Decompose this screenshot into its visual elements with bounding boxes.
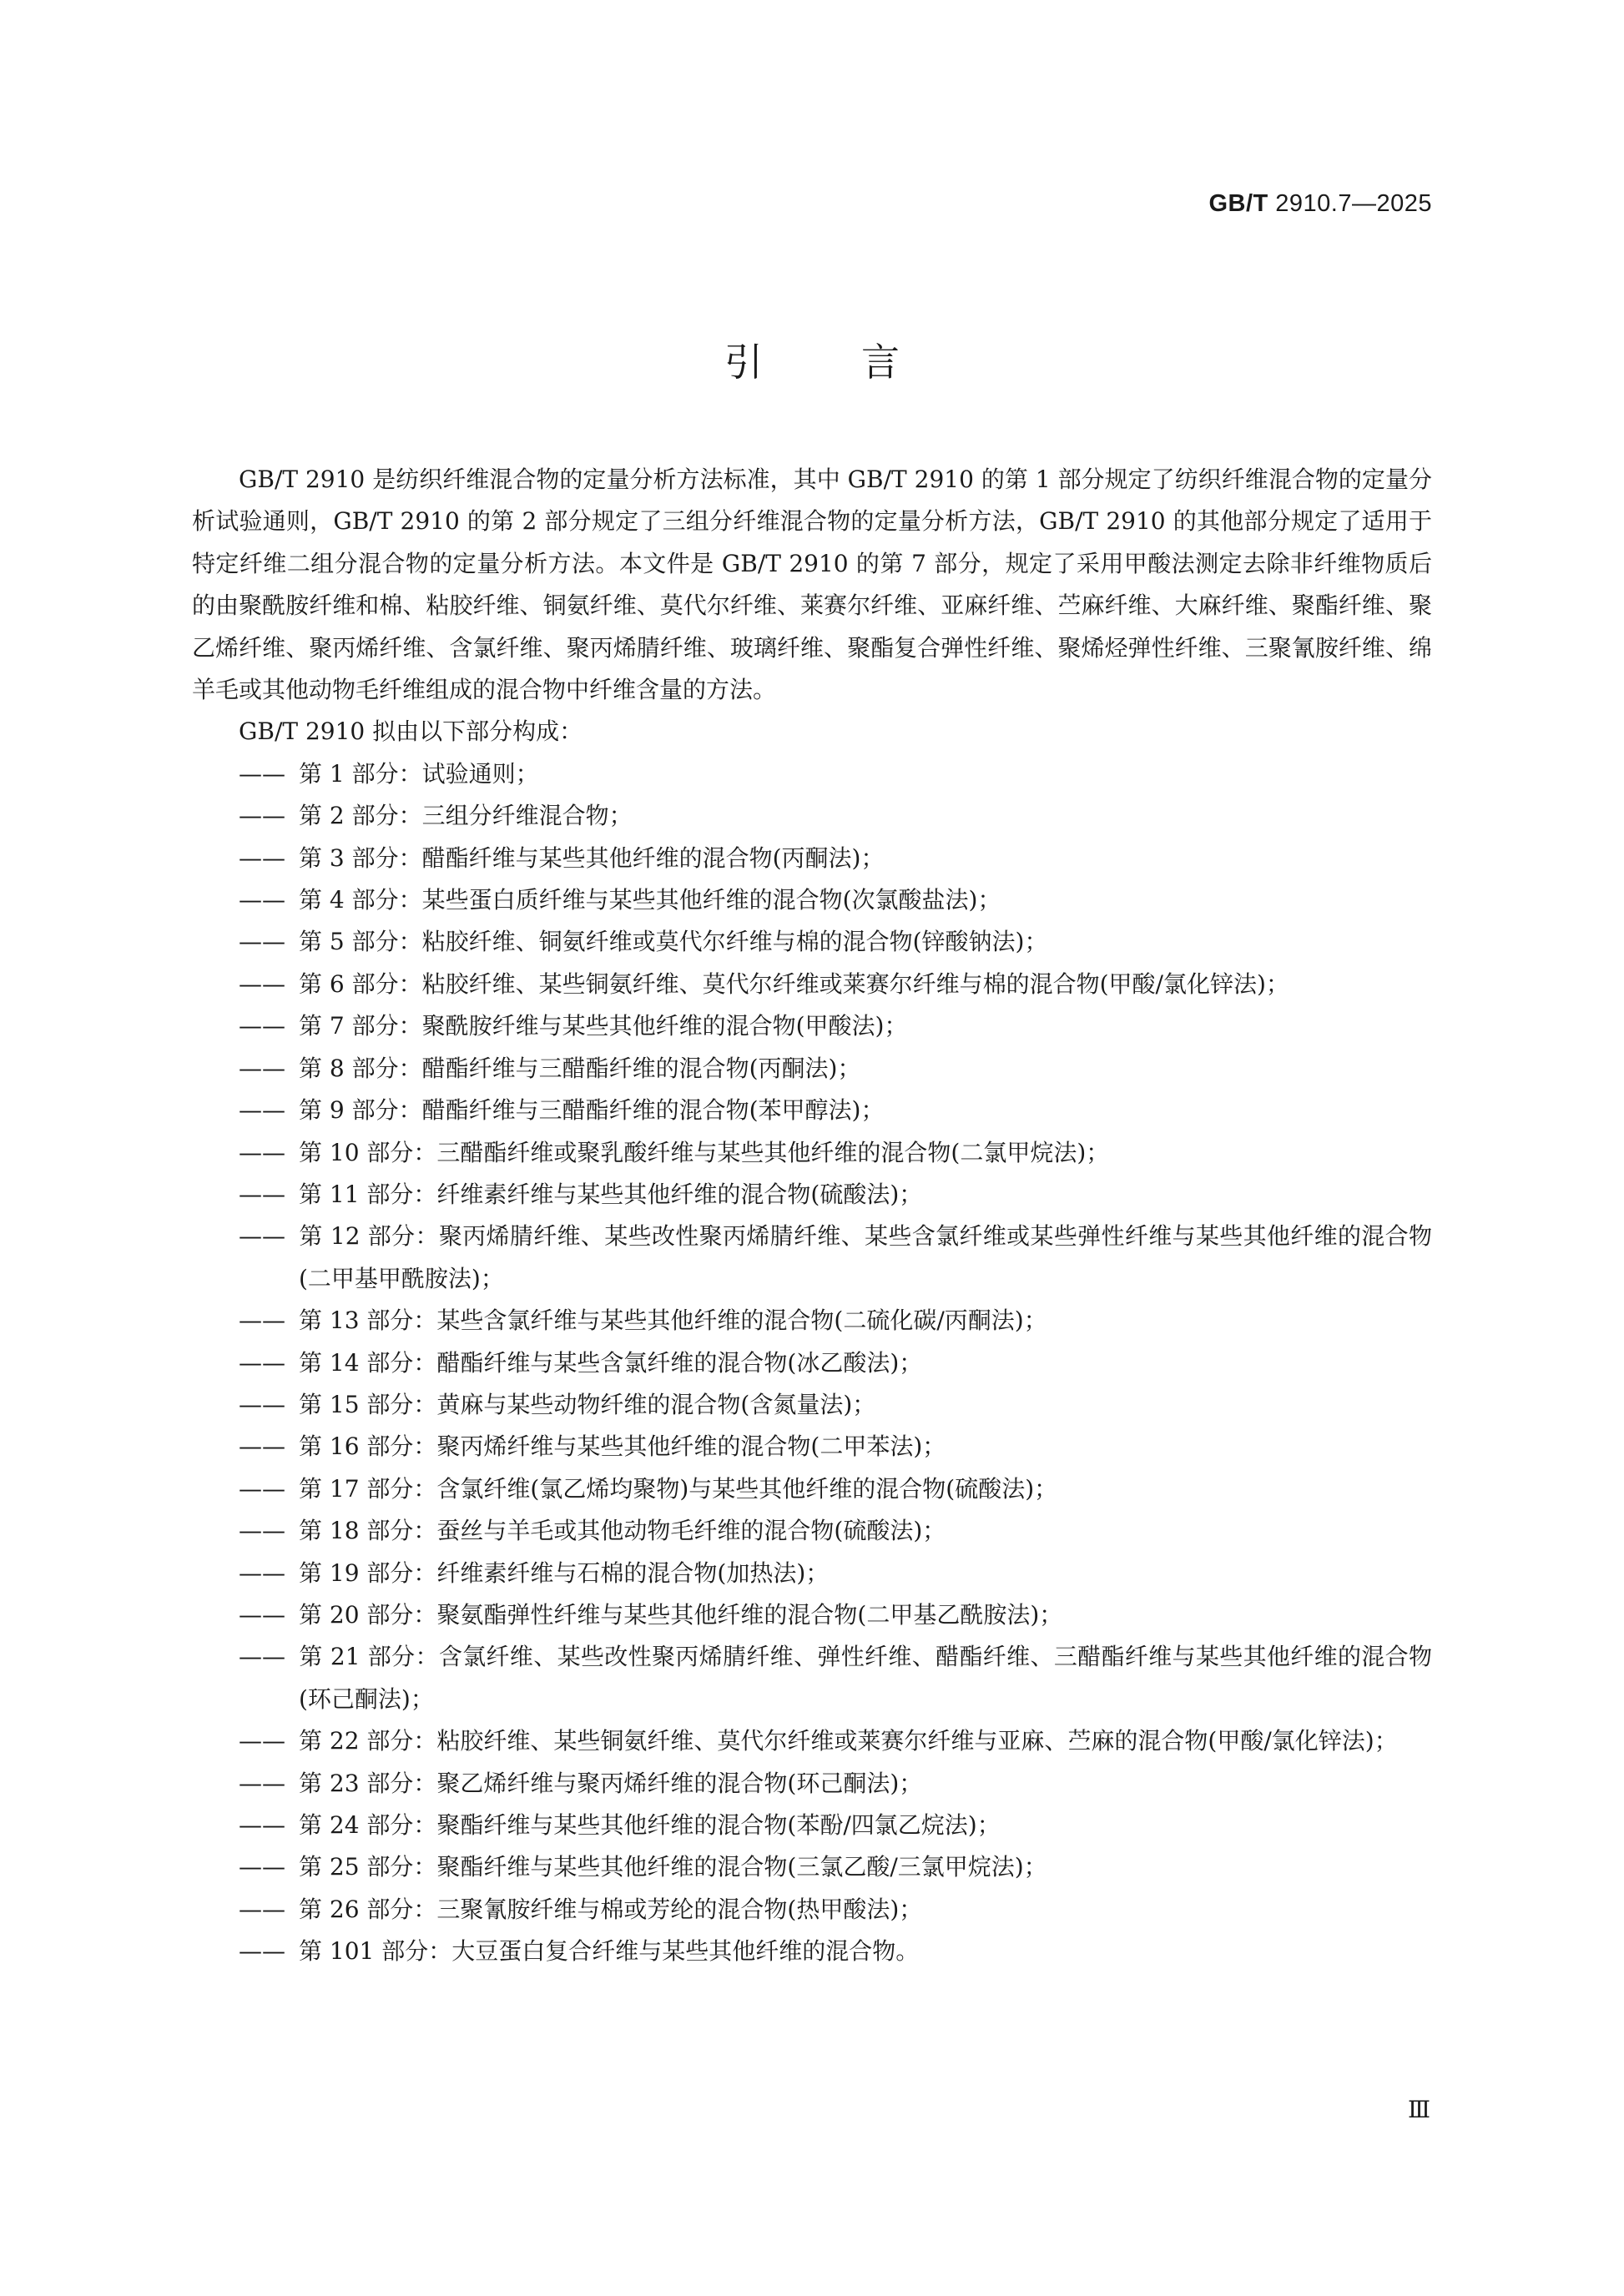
part-list-item [192,1300,1432,1342]
page-title: 引言 [724,340,998,385]
list-dash: —— [239,1222,285,1251]
part-list-item [192,1846,1432,1888]
list-dash: —— [239,1558,285,1587]
part-list-item-text: 第 19 部分：纤维素纤维与石棉的混合物(加热法)； [299,1558,830,1587]
part-list-item-text: 第 15 部分：黄麻与某些动物纤维的混合物(含氮量法)； [299,1390,876,1418]
part-list-item [192,753,1432,795]
list-dash: —— [239,1054,285,1082]
list-dash: —— [239,1180,285,1208]
parts-list [192,753,1432,1973]
part-list-item-text: 第 24 部分：聚酯纤维与某些其他纤维的混合物(苯酚/四氯乙烷法)； [299,1811,1001,1839]
part-list-item [192,1720,1432,1762]
part-list-item-text: 第 25 部分：聚酯纤维与某些其他纤维的混合物(三氯乙酸/三氯甲烷法)； [299,1853,1047,1881]
part-list-item-text: 第 23 部分：聚乙烯纤维与聚丙烯纤维的混合物(环己酮法)； [299,1769,923,1797]
part-list-item [192,1763,1432,1805]
list-dash: —— [239,1432,285,1461]
part-list-item [192,1174,1432,1216]
standard-code-number: 2910.7—2025 [1268,190,1432,217]
list-dash: —— [239,928,285,956]
part-list-item-text: 第 101 部分：大豆蛋白复合纤维与某些其他纤维的混合物。 [299,1937,920,1966]
part-list-item-text: 第 18 部分：蚕丝与羊毛或其他动物毛纤维的混合物(硫酸法)； [299,1517,946,1545]
part-list-item [192,1553,1432,1594]
list-dash: —— [239,1937,285,1966]
list-dash: —— [239,843,285,872]
list-dash: —— [239,1517,285,1545]
list-dash: —— [239,1348,285,1377]
list-dash: —— [239,1727,285,1755]
part-list-item-text: 第 4 部分：某些蛋白质纤维与某些其他纤维的混合物(次氯酸盐法)； [299,886,1001,914]
part-list-item-text: 第 13 部分：某些含氯纤维与某些其他纤维的混合物(二硫化碳/丙酮法)； [299,1307,1047,1335]
list-dash: —— [239,886,285,914]
part-list-item [192,879,1432,921]
part-list-item [192,1468,1432,1510]
list-dash: —— [239,1390,285,1418]
part-list-item [192,1132,1432,1174]
part-list-item [192,1594,1432,1636]
part-list-item [192,795,1432,837]
part-list-item [192,1090,1432,1131]
list-dash: —— [239,1853,285,1881]
list-dash: —— [239,1895,285,1923]
part-list-item-text: 第 8 部分：醋酯纤维与三醋酯纤维的混合物(丙酮法)； [299,1054,861,1082]
part-list-item [192,1426,1432,1468]
part-list-item-text: 第 10 部分：三醋酯纤维或聚乳酸纤维与某些其他纤维的混合物(二氯甲烷法)； [299,1138,1110,1166]
list-dash: —— [239,1138,285,1166]
part-list-item-text: 第 16 部分：聚丙烯纤维与某些其他纤维的混合物(二甲苯法)； [299,1432,946,1461]
list-dash: —— [239,969,285,998]
part-list-item-text: 第 14 部分：醋酯纤维与某些含氯纤维的混合物(冰乙酸法)； [299,1348,923,1377]
part-list-item-text: 第 17 部分：含氯纤维(氯乙烯均聚物)与某些其他纤维的混合物(硫酸法)； [299,1474,1058,1503]
part-list-item-text: 第 9 部分：醋酯纤维与三醋酯纤维的混合物(苯甲醇法)； [299,1096,885,1125]
part-list-item-text: 第 2 部分：三组分纤维混合物； [299,802,633,830]
part-list-item [192,964,1432,1005]
part-list-item [192,1384,1432,1426]
list-dash: —— [239,1769,285,1797]
list-dash: —— [239,759,285,788]
parts-list-intro: GB/T 2910 拟由以下部分构成： [239,718,583,746]
part-list-item [192,1216,1432,1300]
part-list-item [192,1636,1432,1720]
part-list-item-text: 第 1 部分：试验通则； [299,759,539,788]
part-list-item-text: 第 12 部分：聚丙烯腈纤维、某些改性聚丙烯腈纤维、某些含氯纤维或某些弹性纤维与某些其他纤维的混合物(二甲基甲酰胺法)； [299,1222,1432,1292]
part-list-item [192,1889,1432,1931]
standard-code-prefix: GB/T [1208,190,1268,217]
part-list-item [192,1048,1432,1090]
part-list-item-text: 第 22 部分：粘胶纤维、某些铜氨纤维、莫代尔纤维或莱赛尔纤维与亚麻、苎麻的混合物(甲酸/氯化锌法)； [299,1727,1398,1755]
part-list-item-text: 第 20 部分：聚氨酯弹性纤维与某些其他纤维的混合物(二甲基乙酰胺法)； [299,1600,1063,1629]
part-list-item [192,1510,1432,1552]
part-list-item [192,1342,1432,1384]
document-body [192,459,1432,1973]
page-number: Ⅲ [1407,2096,1430,2123]
part-list-item-text: 第 26 部分：三聚氰胺纤维与棉或芳纶的混合物(热甲酸法)； [299,1895,923,1923]
part-list-item-text: 第 3 部分：醋酯纤维与某些其他纤维的混合物(丙酮法)； [299,843,885,872]
intro-paragraph: GB/T 2910 是纺织纤维混合物的定量分析方法标准，其中 GB/T 2910 的第 1 部分规定了纺织纤维混合物的定量分析试验通则，GB/T 2910 的第 2 部分规定了三组分纤维混合物的定量分析方法，GB/T 2910 的其他部分规定了适用于特定纤维二组分混合物的定量分析方法。本文件是 GB/T 2910 的第 7 部分，规定了采用甲酸法测定去除非纤维物质后的由聚酰胺纤维和棉、粘胶纤维、铜氨纤维、莫代尔纤维、莱赛尔纤维、亚麻纤维、苎麻纤维、大麻纤维、聚酯纤维、聚乙烯纤维、聚丙烯纤维、含氯纤维、聚丙烯腈纤维、玻璃纤维、聚酯复合弹性纤维、聚烯烃弹性纤维、三聚氰胺纤维、绵羊毛或其他动物毛纤维组成的混合物中纤维含量的方法。 [192,466,1432,704]
list-dash: —— [239,1811,285,1839]
part-list-item [192,1005,1432,1047]
standard-code-header [1208,190,1432,218]
list-dash: —— [239,1474,285,1503]
part-list-item [192,921,1432,963]
list-dash: —— [239,1096,285,1125]
part-list-item-text: 第 21 部分：含氯纤维、某些改性聚丙烯腈纤维、弹性纤维、醋酯纤维、三醋酯纤维与某些其他纤维的混合物(环己酮法)； [299,1643,1432,1713]
part-list-item [192,838,1432,879]
list-dash: —— [239,802,285,830]
list-dash: —— [239,1012,285,1040]
list-dash: —— [239,1307,285,1335]
part-list-item [192,1931,1432,1972]
list-dash: —— [239,1643,285,1671]
list-dash: —— [239,1600,285,1629]
part-list-item-text: 第 6 部分：粘胶纤维、某些铜氨纤维、莫代尔纤维或莱赛尔纤维与棉的混合物(甲酸/氯化锌法)； [299,969,1289,998]
part-list-item-text: 第 5 部分：粘胶纤维、铜氨纤维或莫代尔纤维与棉的混合物(锌酸钠法)； [299,928,1048,956]
part-list-item [192,1805,1432,1846]
part-list-item-text: 第 11 部分：纤维素纤维与某些其他纤维的混合物(硫酸法)； [299,1180,923,1208]
part-list-item-text: 第 7 部分：聚酰胺纤维与某些其他纤维的混合物(甲酸法)； [299,1012,908,1040]
